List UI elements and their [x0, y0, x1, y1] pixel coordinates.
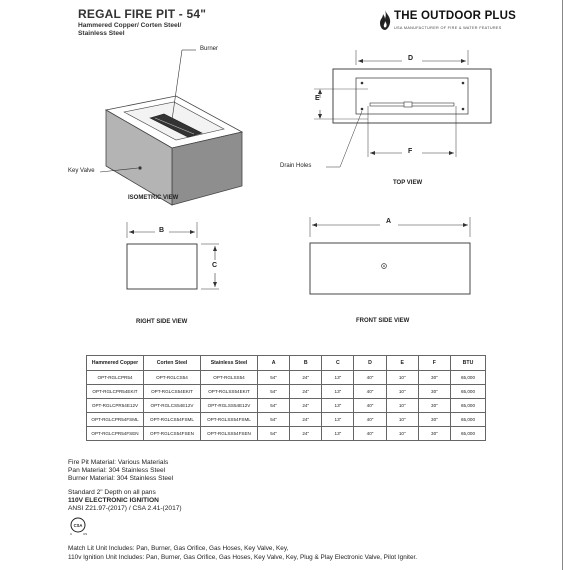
table-cell: 10" — [386, 371, 418, 385]
table-cell: 65,000 — [451, 427, 486, 441]
isometric-view-label: ISOMETRIC VIEW — [128, 195, 179, 201]
col-header: E — [386, 356, 418, 371]
ansi-standard: ANSI Z21.97-(2017) / CSA 2.41-(2017) — [68, 505, 182, 512]
col-header: Stainless Steel — [201, 356, 258, 371]
table-cell: OPT-RGLSS54FSEN — [201, 427, 258, 441]
note-pan-material: Pan Material: 304 Stainless Steel — [68, 467, 166, 475]
table-cell: OPT-RGLSS54 — [201, 371, 258, 385]
table-cell: OPT-RGLCPR54E12V — [87, 399, 144, 413]
table-cell: 54" — [258, 413, 290, 427]
table-cell: 40" — [354, 399, 386, 413]
table-cell: 40" — [354, 371, 386, 385]
top-view-label: TOP VIEW — [393, 180, 423, 186]
table-cell: 30" — [418, 399, 450, 413]
table-cell: 24" — [290, 399, 322, 413]
materials-notes — [68, 459, 173, 484]
dimension-f-label: F — [408, 148, 413, 155]
table-cell: 13" — [322, 413, 354, 427]
table-cell: OPT-RGLSS54E12V — [201, 399, 258, 413]
drain-holes-callout: Drain Holes — [280, 163, 312, 169]
dimension-b-label: B — [159, 227, 165, 234]
table-cell: 24" — [290, 385, 322, 399]
col-header: B — [290, 356, 322, 371]
table-cell: 54" — [258, 427, 290, 441]
dimension-a-label: A — [386, 218, 392, 225]
table-row — [87, 413, 486, 427]
table-row — [87, 385, 486, 399]
flame-logo-icon — [378, 9, 392, 31]
key-valve-callout: Key Valve — [68, 168, 95, 174]
table-cell: OPT-RGLCS54E12V — [144, 399, 201, 413]
table-row — [87, 371, 486, 385]
table-cell: 24" — [290, 371, 322, 385]
col-header: C — [322, 356, 354, 371]
table-cell: 30" — [418, 371, 450, 385]
page-right-border — [562, 0, 563, 570]
table-cell: OPT-RGLCS54 — [144, 371, 201, 385]
table-cell: 65,000 — [451, 413, 486, 427]
table-cell: OPT-RGLCPR54EKIT — [87, 385, 144, 399]
table-cell: 13" — [322, 385, 354, 399]
table-cell: 10" — [386, 427, 418, 441]
front-side-view-label: FRONT SIDE VIEW — [356, 318, 410, 324]
table-cell: OPT-RGLCS54FSEN — [144, 427, 201, 441]
subtitle-line-1: Hammered Copper/ Corten Steel/ — [78, 22, 182, 29]
dimension-c-label: C — [212, 262, 218, 269]
table-cell: 10" — [386, 413, 418, 427]
table-cell: 40" — [354, 385, 386, 399]
table-cell: 13" — [322, 427, 354, 441]
table-cell: 40" — [354, 413, 386, 427]
table-cell: 24" — [290, 427, 322, 441]
dimension-e-label: E — [315, 95, 320, 102]
burner-callout: Burner — [200, 46, 219, 52]
table-cell: OPT-RGLCPR54FSEN — [87, 427, 144, 441]
col-header: F — [418, 356, 450, 371]
table-cell: 54" — [258, 399, 290, 413]
col-header: A — [258, 356, 290, 371]
isometric-drawing — [60, 40, 300, 210]
page-title: REGAL FIRE PIT - 54" — [78, 7, 207, 21]
table-cell: 65,000 — [451, 371, 486, 385]
match-lit-includes: Match Lit Unit Includes: Pan, Burner, Gas Orifice, Gas Hoses, Key Valve, Key, — [68, 545, 289, 552]
table-cell: OPT-RGLCS54EKIT — [144, 385, 201, 399]
table-cell: OPT-RGLCS54FSML — [144, 413, 201, 427]
table-cell: OPT-RGLSS54FSML — [201, 413, 258, 427]
cert-mark-text: CSA — [73, 523, 83, 528]
table-cell: 30" — [418, 413, 450, 427]
depth-note: Standard 2" Depth on all pans — [68, 489, 156, 496]
subtitle-line-2: Stainless Steel — [78, 30, 125, 37]
csa-certification-icon — [68, 516, 90, 536]
brand-tagline: USA MANUFACTURER OF FIRE & WATER FEATURES — [394, 26, 502, 30]
right-side-view-label: RIGHT SIDE VIEW — [136, 319, 188, 325]
col-header: D — [354, 356, 386, 371]
table-cell: OPT-RGLSS54EKIT — [201, 385, 258, 399]
table-cell: 40" — [354, 427, 386, 441]
spec-table — [86, 355, 486, 441]
table-cell: OPT-RGLCPR54 — [87, 371, 144, 385]
note-fire-pit-material: Fire Pit Material: Various Materials — [68, 459, 169, 466]
table-cell: 13" — [322, 399, 354, 413]
right-side-view-drawing — [115, 220, 225, 300]
col-header: BTU — [451, 356, 486, 371]
table-cell: 65,000 — [451, 399, 486, 413]
brand-name: THE OUTDOOR PLUS — [394, 10, 517, 22]
table-cell: 10" — [386, 399, 418, 413]
dimension-d-label: D — [408, 55, 414, 62]
table-cell: 24" — [290, 413, 322, 427]
ignition-unit-includes: 110v Ignition Unit Includes: Pan, Burner, Gas Orifice, Gas Hoses, Key Valve, Key, Plug & Play Electronic Valve, Pilot Igniter. — [68, 554, 418, 561]
ignition-heading: 110V ELECTRONIC IGNITION — [68, 497, 159, 504]
table-cell: 30" — [418, 427, 450, 441]
table-cell: 54" — [258, 371, 290, 385]
table-row — [87, 427, 486, 441]
table-row — [87, 399, 486, 413]
top-view-drawing — [300, 45, 510, 185]
table-cell: OPT-RGLCPR54FSML — [87, 413, 144, 427]
cert-c-text: C — [70, 532, 73, 536]
table-cell: 65,000 — [451, 385, 486, 399]
table-cell: 30" — [418, 385, 450, 399]
table-cell: 13" — [322, 371, 354, 385]
col-header: Hammered Copper — [87, 356, 144, 371]
cert-us-text: US — [83, 532, 88, 536]
front-side-view-drawing — [300, 215, 480, 305]
table-cell: 10" — [386, 385, 418, 399]
note-burner-material: Burner Material: 304 Stainless Steel — [68, 475, 174, 483]
page-subtitle — [78, 22, 181, 38]
table-header-row — [87, 356, 486, 371]
col-header: Corten Steel — [144, 356, 201, 371]
table-cell: 54" — [258, 385, 290, 399]
